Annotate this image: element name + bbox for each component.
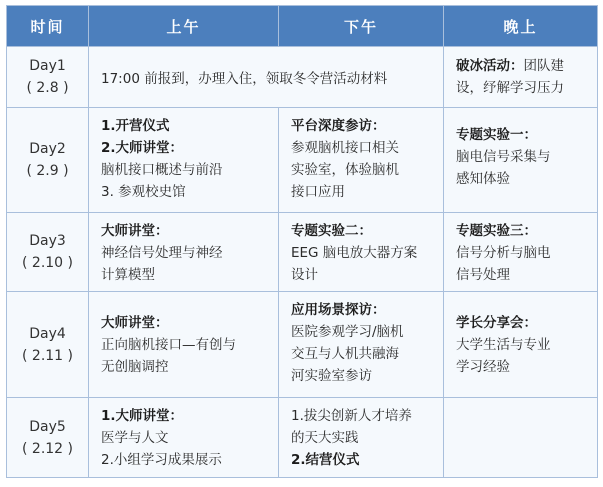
day-label: Day3 [29,233,66,249]
afternoon-cell [279,213,444,292]
table-row-day5 [7,398,598,478]
activity-text: 17:00 前报到，办理入住，领取冬令营活动材料 [101,70,388,87]
activity-desc: 接口应用 [291,184,345,200]
activity-desc: 实验室，体验脑机 [291,162,399,178]
activity-title: 1.大师讲堂： [101,408,184,424]
activity-title: 大师讲堂： [101,223,169,239]
day-date: ( 2.12 ) [22,440,73,457]
day-label: Day1 [29,58,66,74]
activity-title: 学长分享会： [456,315,537,331]
evening-cell [444,108,598,213]
activity-title: 大师讲堂： [101,315,169,331]
day-cell [7,47,89,108]
activity-desc: 医院参观学习/脑机 [291,324,404,340]
activity-desc: 交互与人机共融海 [291,346,399,362]
activity-title: 专题实验三： [456,223,537,239]
morning-cell [89,398,279,478]
day-date: ( 2.8 ) [26,80,69,96]
evening-activity [456,55,587,99]
activity-desc: 信号处理 [456,267,510,283]
table-row-day4 [7,292,598,398]
day-cell [7,292,89,398]
activity-title: 应用场景探访： [291,302,386,318]
activity-title: 破冰活动： [456,58,524,74]
activity-title: 2.大师讲堂： [101,140,184,156]
morning-cell [89,213,279,292]
activity-title: 专题实验二： [291,223,372,239]
header-time: 时间 [7,6,89,47]
afternoon-cell [279,292,444,398]
header-evening: 晚上 [444,6,598,47]
activity-desc: 计算模型 [101,267,155,283]
day-label: Day5 [29,418,66,435]
schedule-table [6,5,598,478]
morning-cell [89,292,279,398]
activity-desc: 无创脑调控 [101,359,169,375]
schedule-table-container [6,5,597,478]
header-afternoon: 下午 [279,6,444,47]
evening-cell-empty [444,398,598,478]
activity-desc: 脑电信号采集与 [456,149,551,165]
day-cell [7,213,89,292]
afternoon-cell [279,108,444,213]
header-row [7,6,598,47]
activity-desc: 医学与人文 [101,430,169,446]
activity-desc: 团队建设，纾解学习压力 [456,58,564,96]
activity-desc: 感知体验 [456,171,510,187]
merged-activity-cell [89,47,444,108]
activity-title: 1.开营仪式 [101,118,170,134]
activity-title: 专题实验一： [456,127,537,143]
activity-desc: 的天大实践 [291,430,359,446]
activity-desc: 大学生活与专业 [456,337,551,353]
activity-desc: 神经信号处理与神经 [101,245,223,261]
table-row-day1 [7,47,598,108]
day-label: Day2 [29,141,66,157]
activity-desc: 学习经验 [456,359,510,375]
morning-cell [89,108,279,213]
activity-desc: 信号分析与脑电 [456,245,551,261]
activity-desc: 正向脑机接口—有创与 [101,337,236,353]
evening-cell [444,47,598,108]
activity-desc: 脑机接口概述与前沿 [101,162,223,178]
day-date: ( 2.9 ) [26,163,69,179]
activity-desc: 参观脑机接口相关 [291,140,399,156]
evening-cell [444,292,598,398]
activity-desc: 河实验室参访 [291,368,372,384]
afternoon-cell [279,398,444,478]
activity-desc: 1.拔尖创新人才培养 [291,408,412,424]
day-date: ( 2.10 ) [22,255,73,271]
activity-desc: 3. 参观校史馆 [101,184,186,200]
day-cell [7,398,89,478]
day-cell [7,108,89,213]
activity-desc: EEG 脑电放大器方案 [291,245,418,261]
activity-desc: 2.小组学习成果展示 [101,452,222,468]
activity-title: 2.结营仪式 [291,452,360,468]
activity-title: 平台深度参访： [291,118,386,134]
activity-desc: 设计 [291,267,318,283]
header-morning: 上午 [89,6,279,47]
day-date: ( 2.11 ) [22,347,73,364]
day-label: Day4 [29,325,66,342]
evening-cell [444,213,598,292]
table-row-day2 [7,108,598,213]
table-row-day3 [7,213,598,292]
